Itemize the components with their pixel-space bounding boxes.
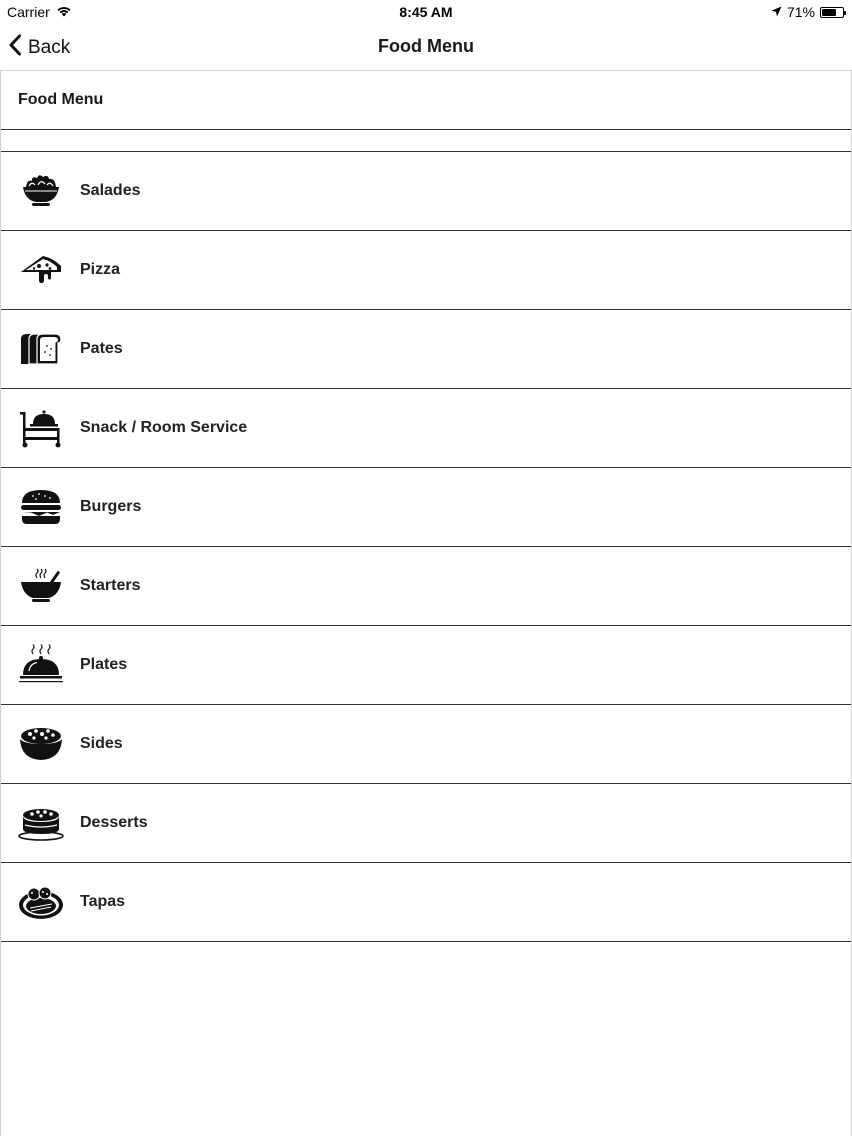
page-title: Food Menu xyxy=(378,36,474,56)
menu-content xyxy=(0,71,852,1136)
menu-item-sides[interactable] xyxy=(1,705,851,784)
menu-item-label: Starters xyxy=(80,577,141,594)
bread-loaf-icon xyxy=(18,326,64,372)
menu-item-label: Burgers xyxy=(80,498,142,515)
burger-icon xyxy=(18,484,64,530)
menu-item-pizza[interactable] xyxy=(1,231,851,310)
side-bowl-icon xyxy=(18,721,64,767)
navigation-bar xyxy=(0,24,852,71)
cake-icon xyxy=(18,800,64,846)
menu-item-label: Salades xyxy=(80,182,141,199)
salad-bowl-icon xyxy=(18,168,64,214)
menu-item-snack-room-service[interactable] xyxy=(1,389,851,468)
cloche-icon xyxy=(18,642,64,688)
menu-item-salades[interactable] xyxy=(1,152,851,231)
battery-icon xyxy=(820,7,844,18)
menu-item-label: Snack / Room Service xyxy=(80,419,248,436)
menu-item-tapas[interactable] xyxy=(1,863,851,942)
carrier-label: Carrier xyxy=(7,4,50,20)
menu-item-label: Pizza xyxy=(80,261,121,278)
section-header xyxy=(1,71,851,130)
menu-item-label: Pates xyxy=(80,340,123,357)
section-title: Food Menu xyxy=(18,91,104,108)
spacer-row xyxy=(1,130,851,152)
tapas-plate-icon xyxy=(18,879,64,925)
status-right xyxy=(771,4,844,20)
battery-percent: 71% xyxy=(786,4,815,20)
menu-item-pates[interactable] xyxy=(1,310,851,389)
status-bar xyxy=(0,0,852,24)
back-label: Back xyxy=(28,37,71,58)
soup-bowl-icon xyxy=(18,563,64,609)
menu-item-plates[interactable] xyxy=(1,626,851,705)
pizza-slice-icon xyxy=(18,247,64,293)
menu-item-desserts[interactable] xyxy=(1,784,851,863)
menu-item-label: Sides xyxy=(80,735,123,752)
location-arrow-icon xyxy=(771,4,782,20)
menu-item-label: Tapas xyxy=(80,893,126,910)
status-time: 8:45 AM xyxy=(399,4,453,20)
room-service-cart-icon xyxy=(18,405,64,451)
battery-fill xyxy=(822,9,836,16)
menu-item-starters[interactable] xyxy=(1,547,851,626)
menu-item-label: Desserts xyxy=(80,814,148,831)
menu-item-label: Plates xyxy=(80,656,128,673)
menu-item-burgers[interactable] xyxy=(1,468,851,547)
